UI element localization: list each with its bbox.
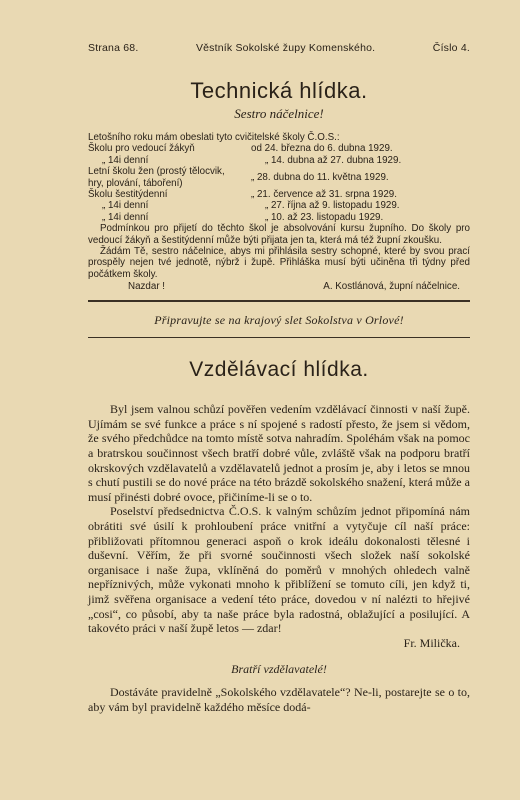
- page-header: [88, 42, 470, 54]
- school-name: Letní školu žen (prostý tělocvik, hry, plování, táboření): [88, 166, 225, 189]
- body-paragraph: Poselství předsednictva Č.O.S. k valným schůzím jednot připomíná nám obrátiti své úsilí k prohloubení práce vnitřní a vytyčuje cíl naší práce: přibližovati přítomnou generaci aspoň o krok ideálu dokonalosti tělesné i duševní. Věřím, že při svorné součinnosti všech složek naší sokolské organisace i naše župa, vklíněná do poměrů v mnohých ohledech valně nepříznivých, může vykonati mnoho k přiblížení se tomuto cíli, jen když ti, jimž svěřena organisace a vedení této práce, dovedou v ní nalézti to hřejivé „cosi“, co působí, aby ta naše práce byla radostná, oblažující a posilující. A takovéto práci v naší župě letos — zdar!: [88, 504, 470, 636]
- journal-title: Věstník Sokolské župy Komenského.: [195, 42, 376, 54]
- section-title-education: Vzdělávací hlídka.: [189, 358, 369, 382]
- school-name: „ 14i denní: [102, 200, 149, 212]
- page-number: Strana 68.: [88, 42, 139, 54]
- school-dates: od 24. března do 6. dubna 1929.: [251, 143, 393, 155]
- school-dates: „ 14. dubna až 27. dubna 1929.: [265, 154, 402, 166]
- schedule-row: [88, 212, 470, 223]
- school-name: „ 14i denní: [102, 211, 149, 223]
- body-paragraph: Dostáváte pravidelně „Sokolského vzdělavatele“? Ne-li, postarejte se o to, aby vám byl pravidelně každého měsíce dodá-: [88, 684, 470, 714]
- issue-number: Číslo 4.: [432, 42, 470, 54]
- schedule-intro: Letošního roku mám obeslati tyto cvičitelské školy Č.O.S.:: [88, 132, 340, 143]
- schedule-row: [88, 166, 470, 189]
- body-paragraph: Byl jsem valnou schůzí pověřen vedením vzdělávací činnosti v naší župě. Ujímám se své funkce a práce s ní spojené s radostí přesto, že jsem si vědom, že svého předchůdce na tomto místě sotva nahradím. Spoléhám však na pomoc a bratrskou součinnost všech bratří dobré vůle, zvláště však na podporu bratří okrskových vzdělavatelů a vzdělavatelů jednot a prosím je, aby i letos se mnou s chutí pustili se do nové práce na této brázdě sokolského snažení, která může a musí přinésti dobré ovoce, přičiníme-li se o to.: [88, 402, 470, 504]
- school-name: „ 14i denní: [102, 154, 149, 166]
- schedule-row: [88, 155, 470, 166]
- greeting: Bratří vzdělavatelé!: [231, 662, 327, 677]
- school-dates: „ 10. až 23. listopadu 1929.: [265, 211, 384, 223]
- schedule-row: [88, 189, 470, 200]
- section-title-technical: Technická hlídka.: [190, 78, 368, 103]
- signature-line: [88, 281, 470, 292]
- school-dates: „ 21. července až 31. srpna 1929.: [251, 189, 397, 201]
- divider: [88, 300, 470, 302]
- salutation: Sestro náčelnice!: [234, 106, 324, 121]
- signature: Fr. Milička.: [403, 635, 460, 650]
- closing: Nazdar !: [128, 281, 166, 293]
- request-paragraph: Žádám Tě, sestro náčelnice, abys mi přihlásila sestry schopné, které by svou prací prospěly nejen tvé jednotě, nýbrž i župě. Přihláška musí býti učiněna tři týdny před počátkem školy.: [88, 246, 470, 280]
- schedule-row: [88, 200, 470, 211]
- school-dates: „ 28. dubna do 11. května 1929.: [251, 171, 389, 183]
- signature: A. Kostlánová, župní náčelnice.: [323, 281, 460, 293]
- divider: [88, 337, 470, 338]
- school-dates: „ 27. října až 9. listopadu 1929.: [265, 200, 400, 212]
- slogan: Připravujte se na krajový slet Sokolstva v Orlové!: [154, 313, 404, 328]
- conditions-paragraph: Podmínkou pro přijetí do těchto škol je absolvování kursu župního. Do školy pro vedoucí žákyň a šestitýdenní může býti přijata jen ta, která má též župní zkoušku.: [88, 223, 470, 246]
- education-text: [88, 402, 470, 714]
- school-name: Školu pro vedoucí žákyň: [88, 143, 195, 155]
- school-name: Školu šestitýdenní: [88, 189, 168, 201]
- schedule-row: [88, 143, 470, 154]
- school-schedule: [88, 132, 470, 223]
